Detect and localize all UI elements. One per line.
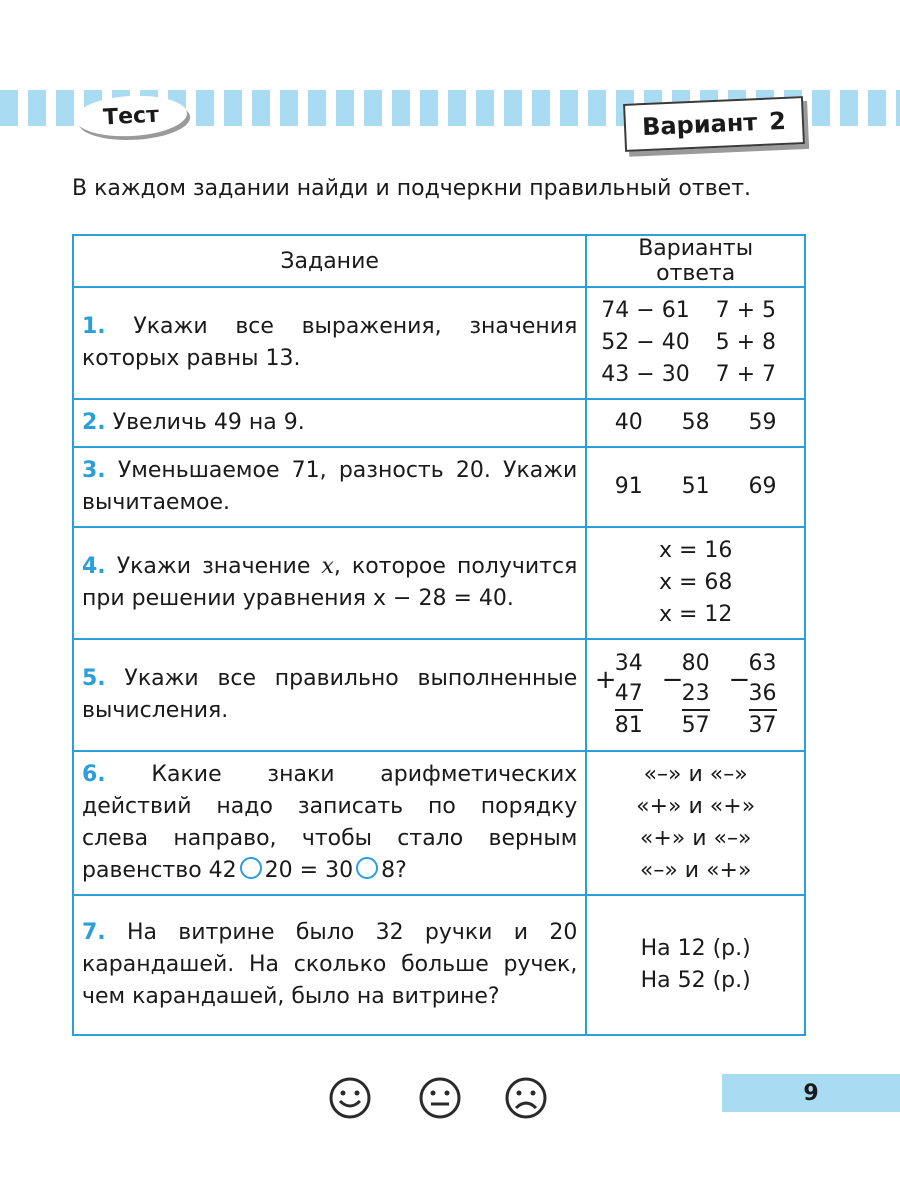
happy-face-icon[interactable] bbox=[328, 1076, 372, 1120]
blank-circle-icon bbox=[356, 857, 378, 879]
col-answers-header: Варианты ответа bbox=[586, 235, 805, 287]
task-4-variable: x bbox=[321, 554, 334, 579]
task-6-eq-part: 8? bbox=[381, 858, 407, 883]
task-6-text: Какие знаки арифметических действий надо записать по порядку слева направо, чтобы стало верным равенство bbox=[82, 762, 578, 883]
page-number: 9 bbox=[803, 1080, 819, 1106]
task-2-question bbox=[73, 399, 586, 447]
task-1-text: Укажи все выражения, значения которых равны 13. bbox=[82, 314, 578, 371]
calc-operand: 34 bbox=[614, 651, 643, 676]
answer-option[interactable]: x = 68 bbox=[658, 570, 733, 595]
calc-3[interactable] bbox=[728, 649, 777, 741]
answer-option[interactable]: 58 bbox=[681, 410, 710, 435]
task-7-question bbox=[73, 895, 586, 1035]
sad-face-icon[interactable] bbox=[504, 1076, 548, 1120]
answer-option[interactable]: x = 12 bbox=[658, 602, 733, 627]
task-4-answers bbox=[586, 527, 805, 639]
task-1-question bbox=[73, 287, 586, 399]
page-number-bar bbox=[722, 1074, 900, 1112]
calc-result: 81 bbox=[614, 713, 643, 738]
task-row-5 bbox=[73, 639, 805, 751]
calc-operand: 80 bbox=[681, 651, 710, 676]
instruction bbox=[72, 176, 808, 201]
answer-option[interactable]: 52 − 40 bbox=[601, 330, 690, 355]
test-label: Тест bbox=[102, 102, 160, 130]
task-1-number: 1. bbox=[82, 314, 106, 339]
neutral-face-icon[interactable] bbox=[418, 1076, 462, 1120]
task-2-answers bbox=[586, 399, 805, 447]
calc-operand: 47 bbox=[615, 679, 643, 711]
answer-option[interactable]: «–» и «–» bbox=[643, 762, 748, 787]
task-6-number: 6. bbox=[82, 762, 106, 787]
blank-circle-icon bbox=[240, 857, 262, 879]
task-row-1 bbox=[73, 287, 805, 399]
table-header bbox=[73, 235, 805, 287]
task-5-number: 5. bbox=[82, 666, 106, 691]
answer-option[interactable]: На 52 (р.) bbox=[640, 968, 751, 993]
task-4-equation: x − 28 = 40. bbox=[373, 586, 514, 611]
task-3-number: 3. bbox=[82, 458, 106, 483]
task-row-4 bbox=[73, 527, 805, 639]
calc-operator: − bbox=[661, 665, 684, 695]
task-5-text: Укажи все правильно выполненные вычисления. bbox=[82, 666, 578, 723]
answer-option[interactable]: x = 16 bbox=[658, 538, 733, 563]
task-4-question bbox=[73, 527, 586, 639]
answer-option[interactable]: «–» и «+» bbox=[639, 858, 752, 883]
task-7-answers bbox=[586, 895, 805, 1035]
task-4-text-a: Укажи значение bbox=[116, 554, 311, 579]
answer-option[interactable]: 43 − 30 bbox=[601, 362, 690, 387]
task-2-number: 2. bbox=[82, 410, 106, 435]
task-table bbox=[72, 234, 806, 1036]
answer-option[interactable]: «+» и «+» bbox=[636, 794, 756, 819]
calc-operator: + bbox=[594, 665, 617, 695]
task-row-7 bbox=[73, 895, 805, 1035]
task-6-question bbox=[73, 751, 586, 895]
answer-option[interactable]: 59 bbox=[748, 410, 777, 435]
task-row-2 bbox=[73, 399, 805, 447]
task-6-answers bbox=[586, 751, 805, 895]
variant-badge bbox=[623, 96, 805, 152]
task-2-text: Увеличь 49 на 9. bbox=[112, 410, 305, 435]
answer-option[interactable]: 91 bbox=[614, 474, 643, 499]
calc-operator: − bbox=[728, 665, 751, 695]
answer-option[interactable]: 69 bbox=[748, 474, 777, 499]
answer-option[interactable]: 5 + 8 bbox=[715, 330, 777, 355]
task-3-question bbox=[73, 447, 586, 527]
answer-option[interactable]: 7 + 5 bbox=[715, 298, 777, 323]
task-3-answers bbox=[586, 447, 805, 527]
task-7-number: 7. bbox=[82, 920, 106, 945]
task-7-text: На витрине было 32 ручки и 20 карандашей. На сколько больше ручек, чем карандашей, было на витрине? bbox=[82, 920, 578, 1009]
task-4-text-b: , которое получится при решении уравнения bbox=[82, 554, 578, 611]
task-1-answers bbox=[586, 287, 805, 399]
calc-result: 37 bbox=[748, 713, 777, 738]
answer-option[interactable]: На 12 (р.) bbox=[640, 936, 751, 961]
variant-number: 2 bbox=[768, 106, 787, 136]
task-3-text: Уменьшаемое 71, разность 20. Укажи вычитаемое. bbox=[82, 458, 578, 515]
answer-option[interactable]: «+» и «–» bbox=[639, 826, 752, 851]
task-5-question bbox=[73, 639, 586, 751]
task-row-6 bbox=[73, 751, 805, 895]
calc-operand: 23 bbox=[682, 679, 710, 711]
variant-label: Вариант bbox=[641, 108, 758, 142]
task-6-eq-part: 42 bbox=[208, 858, 237, 883]
instruction-text: В каждом задании найди и подчеркни правильный ответ. bbox=[72, 176, 752, 201]
calc-2[interactable] bbox=[661, 649, 710, 741]
calc-operand: 36 bbox=[749, 679, 777, 711]
calc-operand: 63 bbox=[748, 651, 777, 676]
task-6-eq-part: 20 = 30 bbox=[264, 858, 354, 883]
task-4-number: 4. bbox=[82, 554, 106, 579]
answer-option[interactable]: 40 bbox=[614, 410, 643, 435]
answer-option[interactable]: 7 + 7 bbox=[715, 362, 777, 387]
col-task-header: Задание bbox=[73, 235, 586, 287]
calc-result: 57 bbox=[681, 713, 710, 738]
answer-option[interactable]: 51 bbox=[681, 474, 710, 499]
task-5-answers bbox=[586, 639, 805, 751]
answer-option[interactable]: 74 − 61 bbox=[601, 298, 690, 323]
task-row-3 bbox=[73, 447, 805, 527]
calc-1[interactable] bbox=[594, 649, 643, 741]
